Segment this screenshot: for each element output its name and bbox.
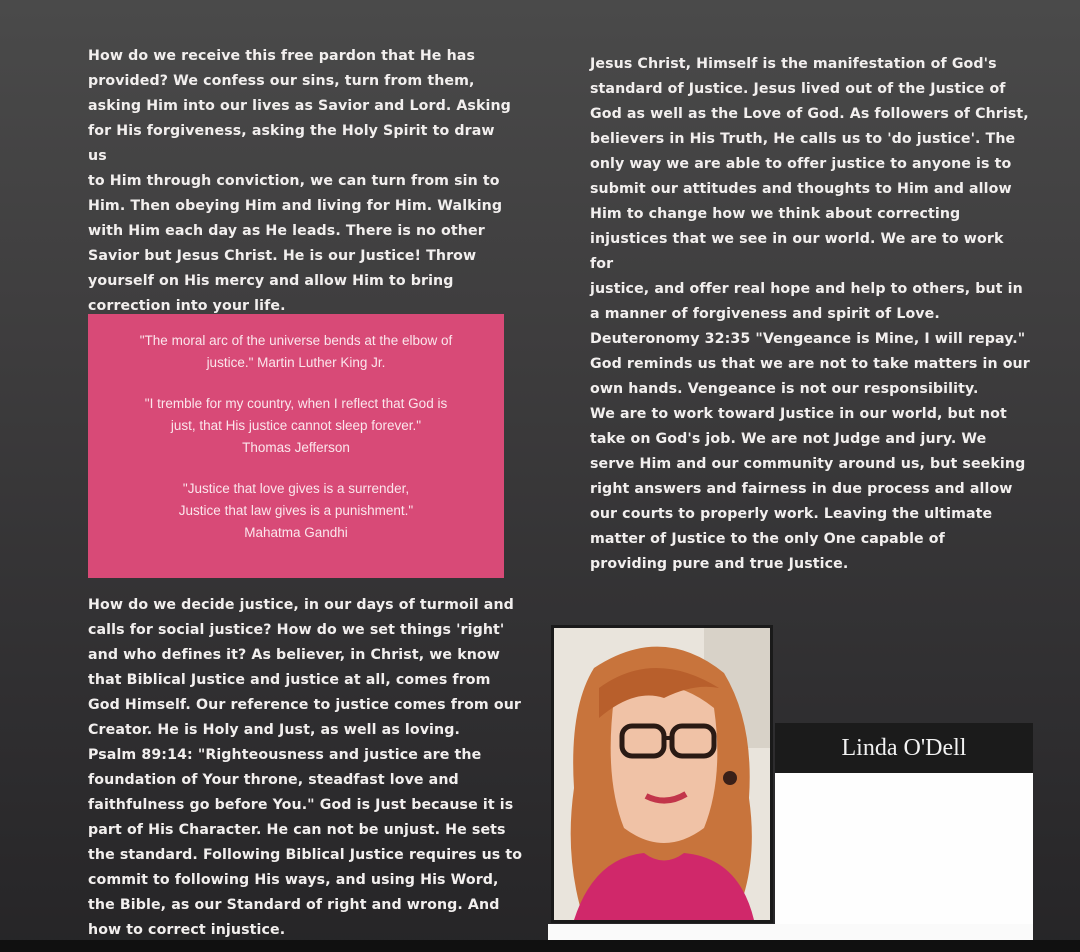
author-name: Linda O'Dell [775,723,1033,773]
article-paragraph-intro: How do we receive this free pardon that He has provided? We confess our sins, turn from them, asking Him into our lives as Savior and Lord. Asking for His forgiveness, asking the Holy Spirit to draw us to Him through conviction, we can turn from sin to Him. Then obeying Him and living for Him. Walking with Him each day as He leads. There is no other Savior but Jesus Christ. He is our Justice! Throw yourself on His mercy and allow Him to bring correction into your life. [88,48,511,314]
quote-attribution: Mahatma Gandhi [244,525,348,540]
author-portrait-illustration [554,628,770,920]
author-card [775,723,1033,938]
article-paragraph-justice: How do we decide justice, in our days of turmoil and calls for social justice? How do we set things 'right' and who defines it? As believer, in Christ, we know that Biblical Justice and justice at all, comes from God Himself. Our reference to justice comes from our Creator. He is Holy and Just, as well as loving. Psalm 89:14: "Righteousness and justice are the foundation of Your throne, steadfast love and faithfulness go before You." God is Just because it is part of His Character. He can not be unjust. He sets the standard. Following Biblical Justice requires us to commit to following His ways, and using His Word, the Bible, as our Standard of right and wrong. And how to correct injustice. [88,597,523,938]
quote-line: Justice that law gives is a punishment." [178,503,414,518]
quote-line: "Justice that love gives is a surrender, [182,481,410,496]
author-card-footer [548,924,1033,940]
bottom-bar [0,940,1080,952]
quote-jefferson [100,393,492,459]
quote-line: "The moral arc of the universe bends at the elbow of [139,333,453,348]
article-paragraph-jesus: Jesus Christ, Himself is the manifestation of God's standard of Justice. Jesus lived out of the Justice of God as well as the Love of God. As followers of Christ, believers in His Truth, He calls us to 'do justice'. The only way we are able to offer justice to anyone is to submit our attitudes and thoughts to Him and allow Him to change how we think about correcting injustices that we see in our world. We are to work for justice, and offer real hope and help to others, but in a manner of forgiveness and spirit of Love. Deuteronomy 32:35 "Vengeance is Mine, I will repay." God reminds us that we are not to take matters in our own hands. Vengeance is not our responsibility. We are to work toward Justice in our world, but not take on God's job. We are not Judge and jury. We serve Him and our community around us, but seeking right answers and fairness in due process and allow our courts to properly work. Leaving the ultimate matter of Justice to the only One capable of providing pure and true Justice. [590,56,1030,572]
quote-line: just, that His justice cannot sleep forever." [170,418,422,433]
author-photo [551,625,773,923]
quote-box [88,314,504,578]
quote-line: "I tremble for my country, when I reflect that God is [144,396,448,411]
quote-attribution: Thomas Jefferson [242,440,350,455]
quote-mlk [100,330,492,374]
quote-gandhi [100,478,492,544]
quote-line: justice." Martin Luther King Jr. [206,355,386,370]
